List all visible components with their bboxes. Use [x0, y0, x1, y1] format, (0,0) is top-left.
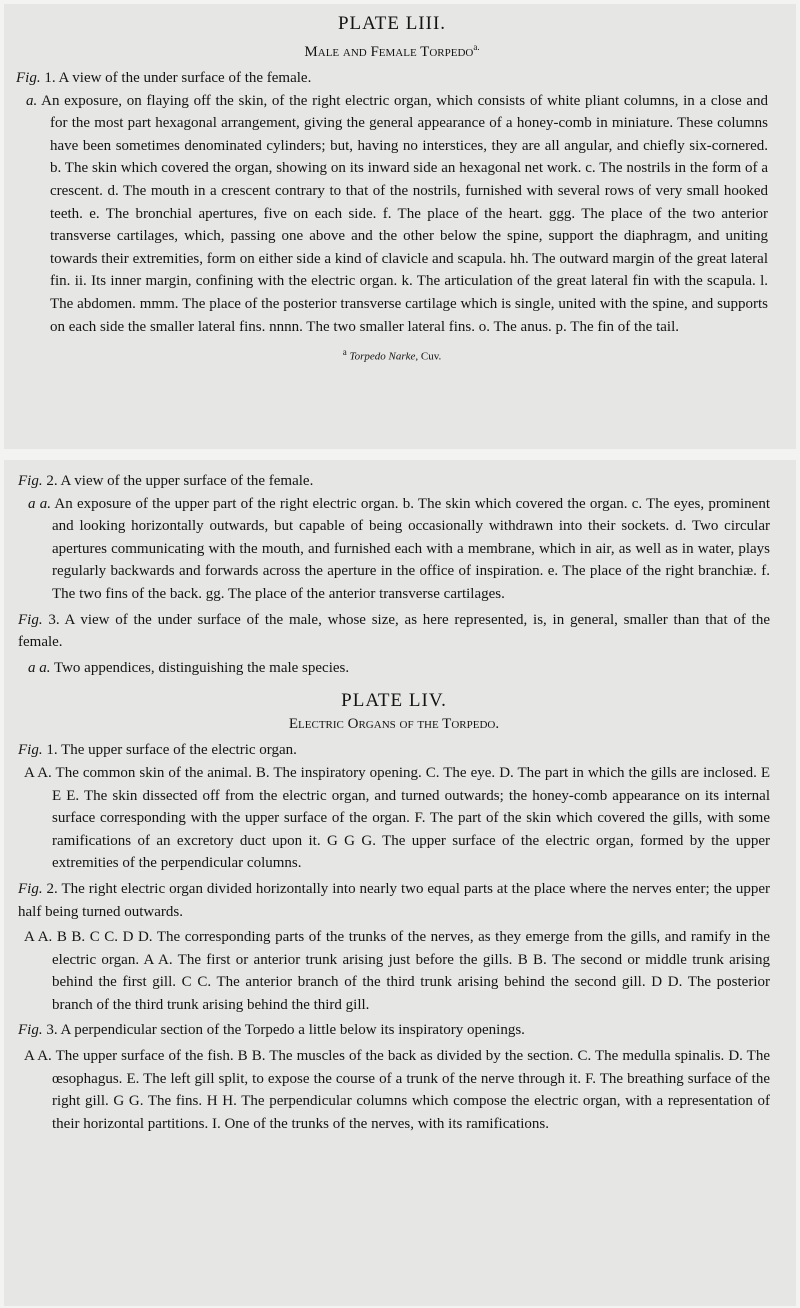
plate-54-subtitle-text: Electric Organs of the Torpedo.: [288, 716, 500, 733]
fig-caption: 2. A view of the upper surface of the female.: [42, 473, 314, 489]
plate-53-fig-2: [18, 470, 770, 493]
plate-53-fig-1: [16, 67, 768, 90]
plate-54-fig-2-description: [18, 926, 770, 1016]
item-key: A A. B B. C C. D D.: [24, 929, 153, 946]
footnote-reference: a.: [473, 42, 480, 52]
footnote-author: Cuv.: [418, 350, 442, 363]
plate-54-fig-2: [18, 878, 770, 923]
plate-54-title: PLATE LIV.: [341, 690, 447, 712]
plate-54-panel: [4, 460, 796, 1306]
footnote: [16, 344, 768, 365]
plate-54-fig-3-description: [18, 1045, 770, 1135]
plate-53-fig-1-description: [16, 90, 768, 339]
plate-53-fig-2-description: [18, 493, 770, 606]
item-key: a.: [26, 92, 38, 109]
fig-label: Fig.: [18, 742, 43, 759]
fig-caption: 3. A view of the under surface of the male, whose size, as here represented, is, in general, smaller than that of the female.: [18, 611, 770, 651]
fig-caption: 1. The upper surface of the electric organ.: [42, 742, 297, 759]
plate-53-subtitle-text: Male and Female Torpedo: [304, 44, 474, 60]
item-text: The upper surface of the fish. B B. The muscles of the back as divided by the section. C. The medulla spinalis. D. The œsophagus. E. The left gill split, to expose the course of a trunk of the nerve through it. F. The breathing surface of the right gill. G G. The fins. H H. The perpendicular columns which compose the electric organ, with a representation of their horizontal partitions. I. One of the trunks of the nerves, with its ramifications.: [51, 1048, 771, 1132]
plate-54-fig-1: [18, 739, 770, 762]
plate-54-subtitle: [18, 713, 770, 735]
item-key: A A.: [24, 1048, 52, 1065]
plate-53-title: PLATE LIII.: [337, 13, 447, 34]
footnote-mark: a: [342, 347, 347, 358]
fig-label: Fig.: [18, 1022, 43, 1039]
footnote-species: Torpedo Narke,: [349, 350, 419, 363]
item-key: A A.: [24, 764, 52, 781]
item-text: The corresponding parts of the trunks of the nerves, as they emerge from the gills, and ramify in the electric organ. A A. The first or anterior trunk arising just before the gills. B B. The second or middle trunk arising behind the first gill. C C. The anterior branch of the third trunk arising behind the second gill. D D. The posterior branch of the third trunk arising behind the third gill.: [52, 929, 770, 1013]
item-text: An exposure of the upper part of the right electric organ. b. The skin which covered the organ. c. The eyes, prominent and looking horizontally outwards, but capable of being occasionally withdrawn into their sockets. d. Two circular apertures communicating with the mouth, and furnished each with a membrane, which in air, as well as in water, plays regularly backwards and forwards across the aperture in the office of inspiration. e. The place of the right branchiæ. f. The two fins of the back. gg. The place of the anterior transverse cartilages.: [51, 495, 771, 602]
plate-53-fig-3-description: [18, 657, 770, 680]
plate-53-fig-3: [18, 609, 770, 654]
fig-label: Fig.: [18, 880, 43, 897]
fig-caption: 3. A perpendicular section of the Torpedo a little below its inspiratory openings.: [42, 1022, 525, 1039]
plate-54-fig-1-description: [18, 762, 770, 875]
plate-54-fig-3: [18, 1019, 770, 1042]
fig-label: Fig.: [16, 70, 41, 86]
item-text: Two appendices, distinguishing the male species.: [50, 659, 350, 676]
fig-label: Fig.: [18, 611, 43, 628]
item-text: The common skin of the animal. B. The inspiratory opening. C. The eye. D. The part in which the gills are inclosed. E E E. The skin dissected off from the electric organ, and turned outwards; the honey-comb appearance on its internal surface corresponding with the upper surface of the organ. F. The part of the skin which covered the gills, with some ramifications of an excretory duct upon it. G G G. The upper surface of the electric organ, formed by the upper extremities of the perpendicular columns.: [51, 764, 770, 872]
plate-53-panel: [4, 4, 796, 449]
fig-caption: 2. The right electric organ divided horizontally into nearly two equal parts at the place where the nerves enter; the upper half being turned outwards.: [18, 880, 770, 920]
item-text: An exposure, on flaying off the skin, of the right electric organ, which consists of white pliant columns, in a close and for the most part hexagonal arrangement, giving the general appearance of a honey-comb in miniature. These columns have been sometimes denominated cylinders; but, having no interstices, they are all angular, and chiefly six-cornered. b. The skin which covered the organ, showing on its inward side an hexagonal net work. c. The nostrils in the form of a crescent. d. The mouth in a crescent contrary to that of the nostrils, furnished with several rows of very small hooked teeth. e. The bronchial apertures, five on each side. f. The place of the heart. ggg. The place of the two anterior transverse cartilages, which, passing one above and the other below the spine, support the diaphragm, and uniting towards their extremities, form on either side a kind of clavicle and scapula. hh. The outward margin of the great lateral fin. ii. Its inner margin, confining with the electric organ. k. The articulation of the great lateral fin with the scapula. l. The abdomen. mmm. The place of the posterior transverse cartilage which is single, united with the spine, and supports on each side the smaller lateral fins. nnnn. The two smaller lateral fins. o. The anus. p. The fin of the tail.: [37, 92, 768, 335]
item-key: a a.: [28, 495, 51, 512]
fig-caption: 1. A view of the under surface of the female.: [40, 70, 312, 86]
plate-53-subtitle: [16, 36, 768, 63]
item-key: a a.: [28, 659, 51, 676]
fig-label: Fig.: [18, 473, 43, 489]
